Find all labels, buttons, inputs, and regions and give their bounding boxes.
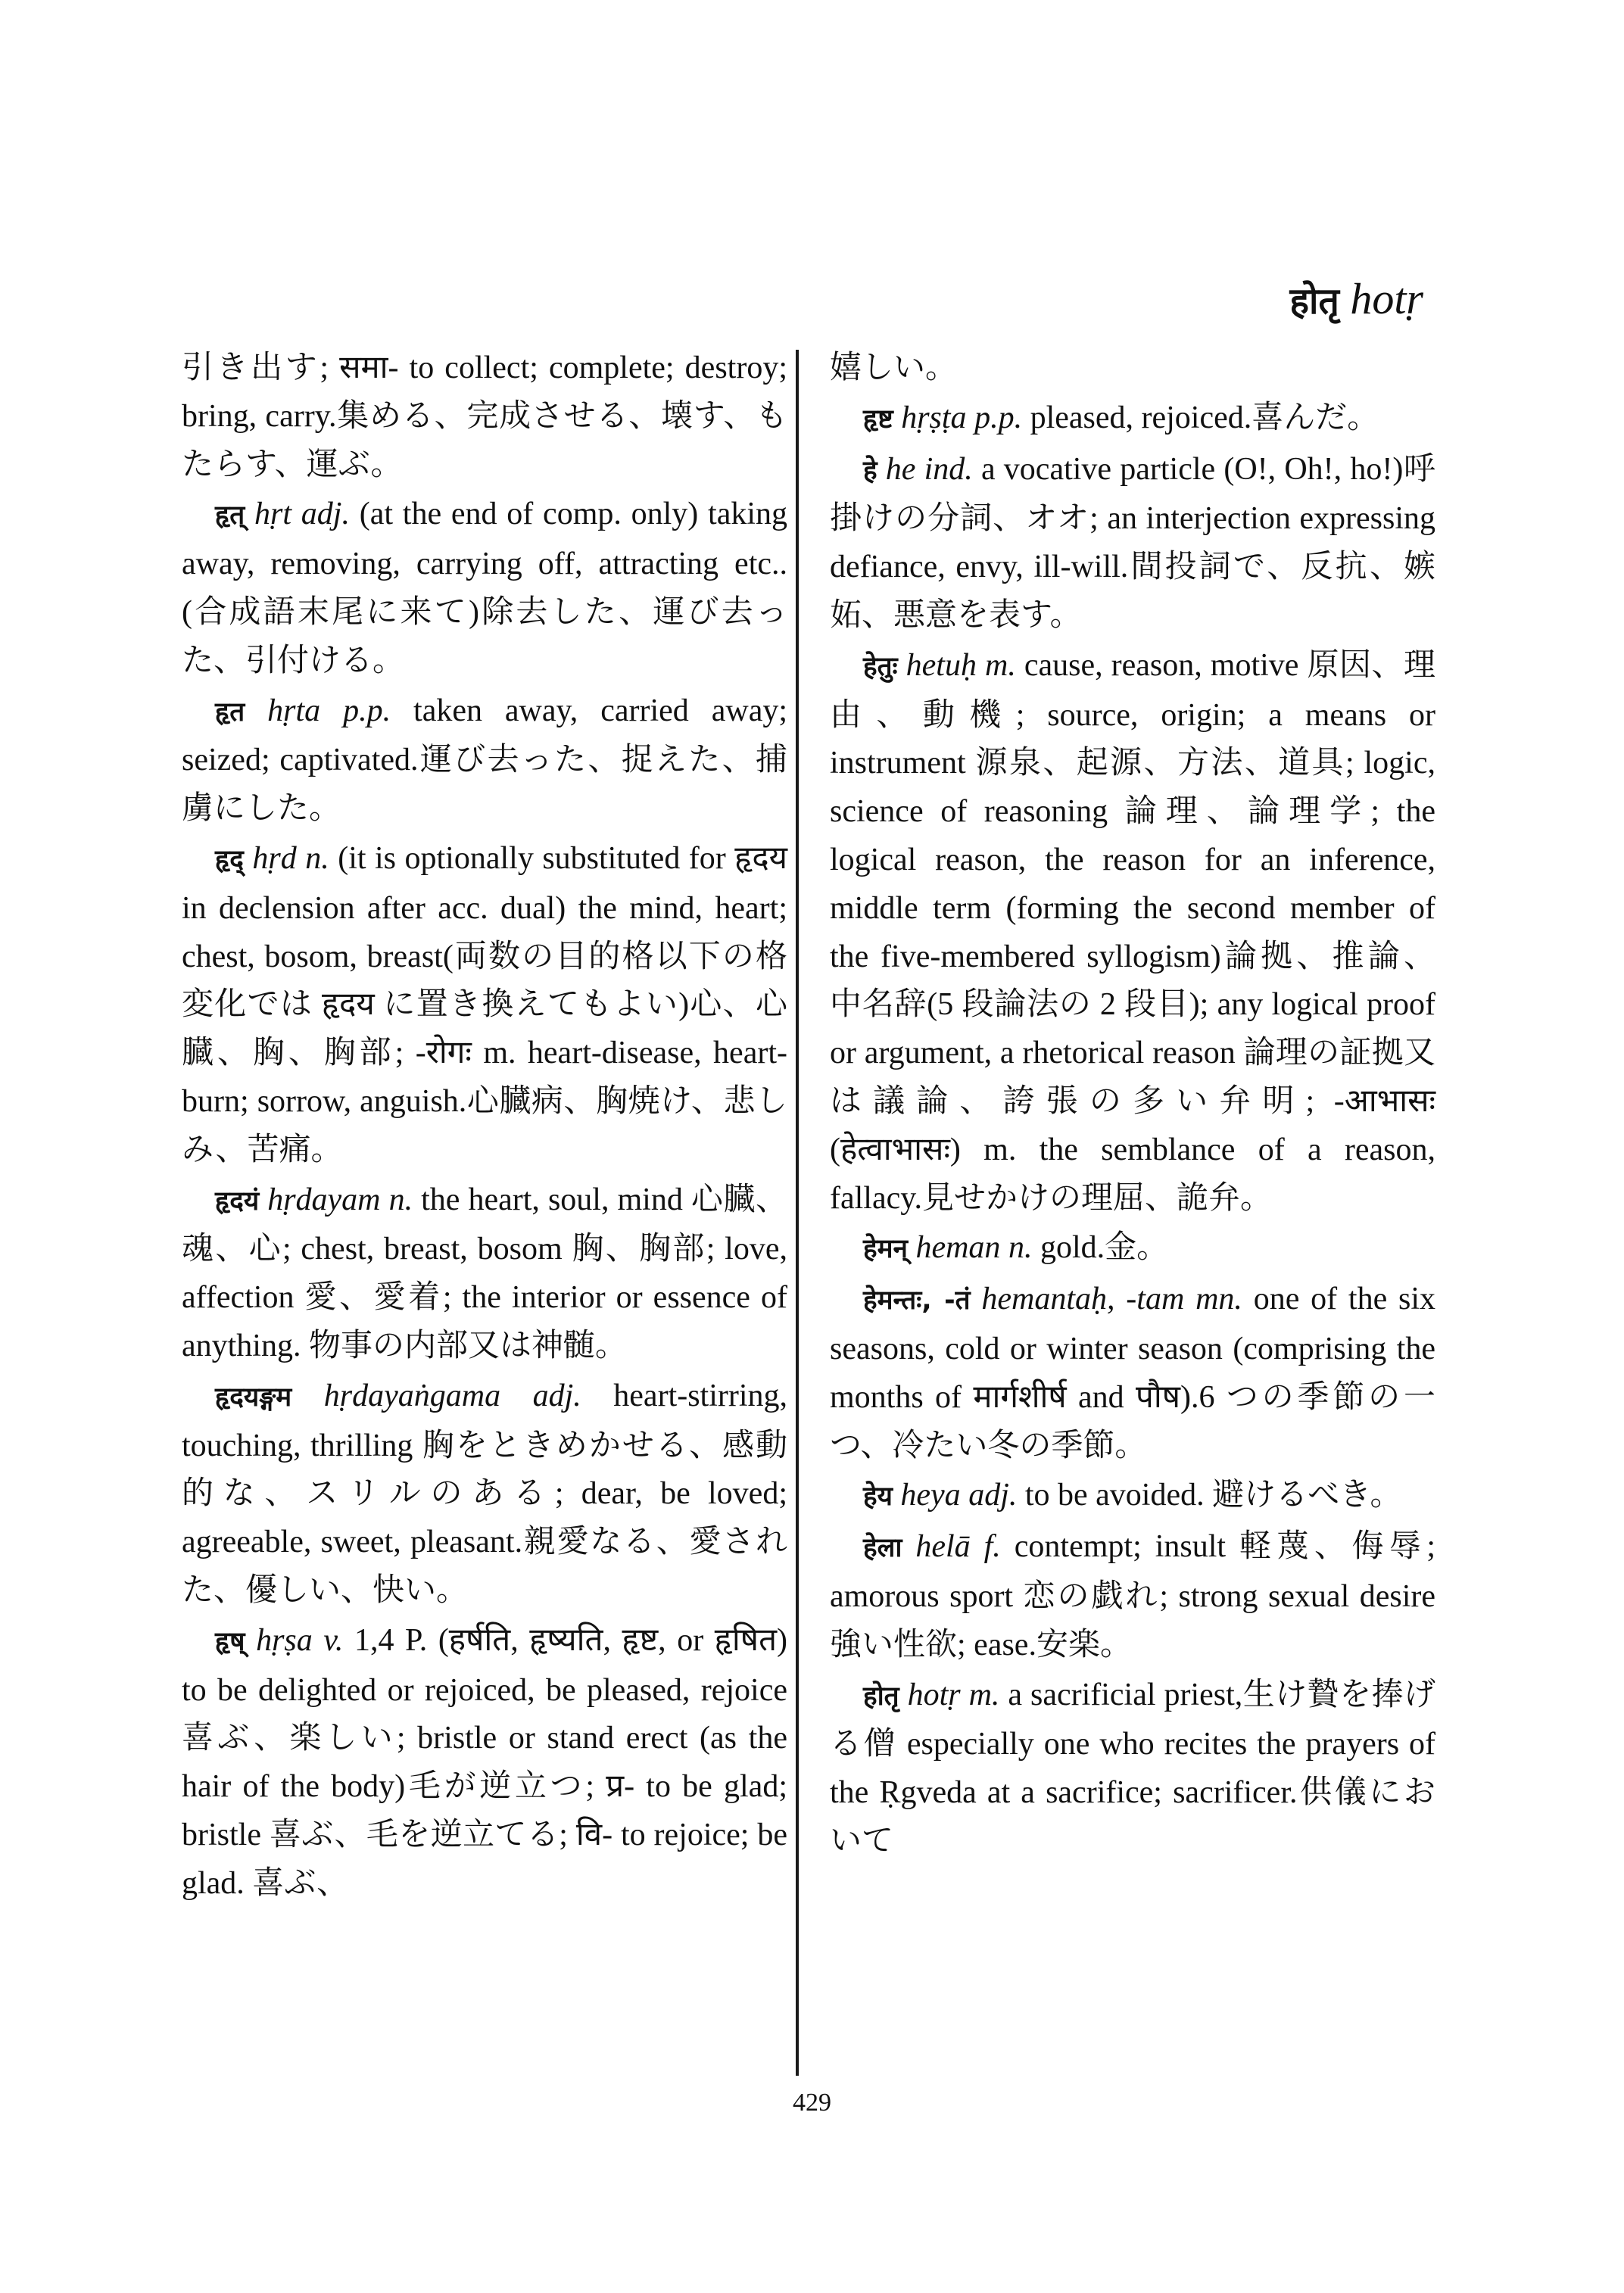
dictionary-entry-continuation <box>830 344 1435 393</box>
dictionary-entry <box>182 835 787 1175</box>
entry-definition: gold.金。 <box>1040 1230 1169 1266</box>
entry-headword: हेमन्तः, -तं <box>863 1285 971 1316</box>
entry-transliteration: hṛṣṭa <box>901 400 967 435</box>
entry-grammar: ind. <box>924 451 973 487</box>
entry-transliteration: hotṛ <box>907 1677 961 1712</box>
entry-definition: to be avoided. 避けるべき。 <box>1024 1478 1402 1513</box>
column-divider <box>796 350 799 2076</box>
entry-grammar: n. <box>1008 1230 1033 1266</box>
entry-grammar: p.p. <box>343 693 391 728</box>
entry-grammar: m. <box>968 1677 1000 1712</box>
entry-definition: 嬉しい。 <box>830 350 958 385</box>
dictionary-entry <box>182 491 787 685</box>
entry-transliteration: hṛta <box>267 693 321 728</box>
entry-headword: हृष्ट <box>863 403 893 435</box>
dictionary-entry <box>182 1372 787 1615</box>
entry-grammar: m. <box>984 647 1016 683</box>
entry-grammar: f. <box>983 1529 1001 1565</box>
entry-definition: 1,4 P. (हर्षति, हृष्यति, हृष्ट, or हृषित) to be delighted or rejoiced, be pleased, rejoice 喜ぶ、楽しい; bristle or stand erect (as the hair of the body)毛が逆立つ; प्र- to be glad; bristle 喜ぶ、毛を逆立てる; वि- to rejoice; be glad. 喜ぶ、 <box>182 1622 787 1901</box>
entry-headword: हेतुः <box>863 651 898 682</box>
header-devanagari: होतृ <box>1289 280 1339 322</box>
entry-definition: cause, reason, motive 原因、理由、動機; source, origin; a means or instrument 源泉、起源、方法、道具; logic, science of reasoning 論理、論理学; the logical reason, the reason for an inference, middle term (forming the second member of the five-membered syllogism)論拠、推論、中名辞(5 段論法の 2 段目); any logical proof or argument, a rhetorical reason 論理の証拠又は議論、誇張の多い弁明; -आभासः (हेत्वाभासः) m. the semblance of a reason, fallacy.見せかけの理屈、詭弁。 <box>830 647 1436 1216</box>
dictionary-entry <box>830 1276 1435 1470</box>
entry-grammar: adj. <box>968 1478 1018 1513</box>
entry-transliteration: hemantaḥ, -tam <box>981 1282 1185 1317</box>
entry-headword: हृदयं <box>215 1185 260 1217</box>
entry-transliteration: heman <box>915 1230 1001 1266</box>
entry-headword: हृद् <box>215 844 244 875</box>
dictionary-entry-continuation <box>182 344 787 489</box>
entry-transliteration: heya <box>900 1478 961 1513</box>
entry-transliteration: he <box>885 451 916 487</box>
entry-definition: one of the six seasons, cold or winter season (comprising the months of मार्गशीर्ष and पौष).6 つの季節の一つ、冷たい冬の季節。 <box>830 1282 1436 1463</box>
entry-definition: (at the end of comp. only) taking away, removing, carrying off, attracting etc..(合成語末尾に来て)除去した、運び去った、引付ける。 <box>182 497 788 678</box>
entry-definition: 引き出す; समा- to collect; complete; destroy; bring, carry.集める、完成させる、壊す、もたらす、運ぶ。 <box>182 350 787 482</box>
entry-definition: heart-stirring, touching, thrilling 胸をときめかせる、感動的な、スリルのある; dear, be loved; agreeable, sweet, pleasant.親愛なる、愛された、優しい、快い。 <box>182 1378 788 1608</box>
entry-transliteration: hetuḥ <box>906 647 977 683</box>
dictionary-entry <box>830 642 1435 1223</box>
entry-grammar: mn. <box>1195 1282 1242 1317</box>
entry-headword: हृष् <box>215 1626 245 1657</box>
entry-transliteration: hṛdayam <box>267 1182 381 1217</box>
entry-grammar: adj. <box>301 497 350 532</box>
entry-headword: हृत् <box>215 500 245 531</box>
left-column <box>182 344 787 1910</box>
entry-transliteration: hṛt <box>254 497 291 532</box>
entry-grammar: v. <box>323 1622 344 1658</box>
entry-transliteration: helā <box>915 1529 971 1565</box>
entry-headword: होतृ <box>863 1681 899 1712</box>
entry-definition: the heart, soul, mind 心臓、魂、心; chest, breast, bosom 胸、胸部; love, affection 愛、愛着; the interior or essence of anything. 物事の内部又は神髄。 <box>182 1182 787 1363</box>
entry-definition: contempt; insult 軽蔑、侮辱; amorous sport 恋の戯れ; strong sexual desire 強い性欲; ease.安楽。 <box>830 1529 1436 1662</box>
right-column <box>830 344 1435 1868</box>
entry-transliteration: hṛd <box>252 840 297 876</box>
dictionary-entry <box>830 1472 1435 1522</box>
entry-headword: हे <box>863 455 877 486</box>
entry-definition: a vocative particle (O!, Oh!, ho!)呼掛けの分詞、オオ; an interjection expressing defiance, envy, ill-will.間投詞で、反抗、嫉妬、悪意を表す。 <box>830 451 1436 633</box>
dictionary-entry <box>830 446 1435 640</box>
entry-grammar: p.p. <box>974 400 1023 435</box>
entry-headword: हेय <box>863 1481 893 1513</box>
dictionary-entry <box>182 687 787 833</box>
entry-grammar: n. <box>388 1182 413 1217</box>
header-transliteration: hotṛ <box>1350 274 1423 323</box>
entry-grammar: adj. <box>532 1378 581 1413</box>
entry-headword: हृदयङ्गम <box>215 1382 292 1413</box>
entry-headword: हृत <box>215 696 245 727</box>
dictionary-entry <box>830 394 1435 444</box>
entry-definition: (it is optionally substituted for हृदय in declension after acc. dual) the mind, heart; chest, bosom, breast(両数の目的格以下の格変化では हृदय に置き換えてもよい)心、心臓、胸、胸部; -रोगः m. heart-disease, heart-burn; sorrow, anguish.心臓病、胸焼け、悲しみ、苦痛。 <box>182 840 788 1167</box>
entry-definition: pleased, rejoiced.喜んだ。 <box>1030 400 1379 435</box>
dictionary-entry <box>182 1176 787 1371</box>
dictionary-entry <box>182 1617 787 1908</box>
running-header <box>1196 273 1423 328</box>
entry-definition: a sacrificial priest,生け贄を捧げる僧 especially one who recites the prayers of the Ṛgveda at a sacrifice; sacrificer.供儀において <box>830 1677 1436 1858</box>
entry-grammar: n. <box>305 840 329 876</box>
entry-transliteration: hṛdayaṅgama <box>323 1378 501 1413</box>
page-number: 429 <box>793 2089 831 2117</box>
dictionary-entry <box>830 1523 1435 1669</box>
dictionary-entry <box>830 1224 1435 1274</box>
entry-headword: हेला <box>863 1533 902 1564</box>
entry-headword: हेमन् <box>863 1234 908 1265</box>
dictionary-entry <box>830 1671 1435 1866</box>
entry-definition: taken away, carried away; seized; captivated.運び去った、捉えた、捕虜にした。 <box>182 693 788 827</box>
entry-transliteration: hṛṣa <box>256 1622 313 1658</box>
